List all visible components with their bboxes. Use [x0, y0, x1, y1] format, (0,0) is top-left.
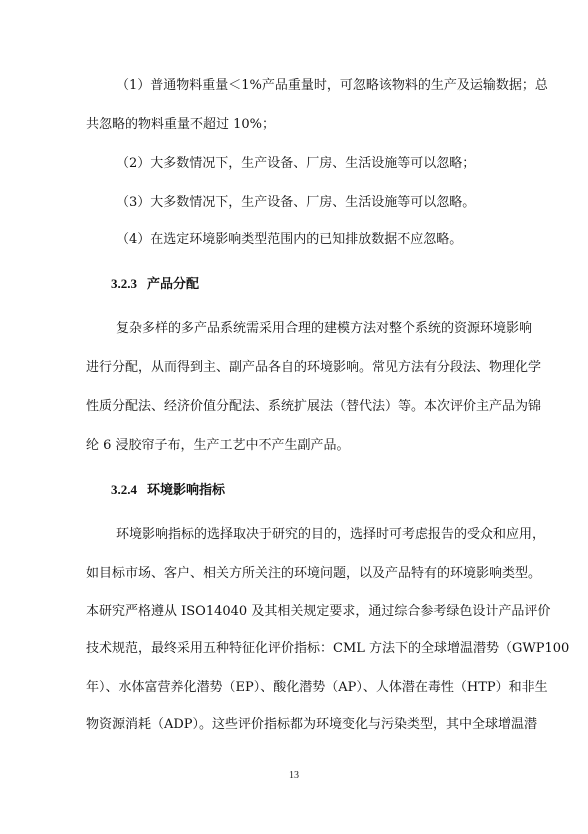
section-number: 3.2.4 [111, 482, 137, 497]
paragraph-line: 环境影响指标的选择取决于研究的目的，选择时可考虑报告的受众和应用， [116, 527, 546, 542]
paragraph-line: 技术规范，最终采用五种特征化评价指标：CML 方法下的全球增温潜势（GWP100 [86, 641, 570, 656]
paragraph-line: 物资源消耗（ADP）。这些评价指标都为环境变化与污染类型，其中全球增温潜 [86, 717, 538, 732]
section-heading-3-2-4 [111, 481, 225, 500]
section-number: 3.2.3 [111, 276, 137, 291]
paragraph-line: 本研究严格遵从 ISO14040 及其相关规定要求，通过综合参考绿色设计产品评价 [86, 604, 551, 619]
list-item-1-line-1: （1）普通物料重量＜1%产品重量时，可忽略该物料的生产及运输数据；总 [116, 78, 548, 93]
list-item-3: （3）大多数情况下，生产设备、厂房、生活设施等可以忽略。 [116, 195, 476, 210]
paragraph-line: 性质分配法、经济价值分配法、系统扩展法（替代法）等。本次评价主产品为锦 [86, 399, 542, 414]
list-item-4: （4）在选定环境影响类型范围内的已知排放数据不应忽略。 [116, 232, 463, 247]
list-item-1-line-2: 共忽略的物料重量不超过 10%； [86, 117, 276, 132]
paragraph-line: 如目标市场、客户、相关方所关注的环境问题，以及产品特有的环境影响类型。 [86, 566, 542, 581]
section-title: 产品分配 [147, 277, 200, 292]
paragraph-line: 进行分配，从而得到主、副产品各自的环境影响。常见方法有分段法、物理化学 [86, 360, 542, 375]
list-item-2: （2）大多数情况下，生产设备、厂房、生活设施等可以忽略； [116, 156, 476, 171]
paragraph-line: 复杂多样的多产品系统需采用合理的建模方法对整个系统的资源环境影响 [116, 321, 533, 336]
section-heading-3-2-3 [111, 275, 199, 294]
paragraph-line: 纶 6 浸胶帘子布，生产工艺中不产生副产品。 [86, 438, 350, 453]
section-title: 环境影响指标 [147, 483, 226, 498]
page-number: 13 [289, 770, 299, 781]
paragraph-line: 年）、水体富营养化潜势（EP）、酸化潜势（AP）、人体潜在毒性（HTP）和非生 [86, 680, 548, 695]
